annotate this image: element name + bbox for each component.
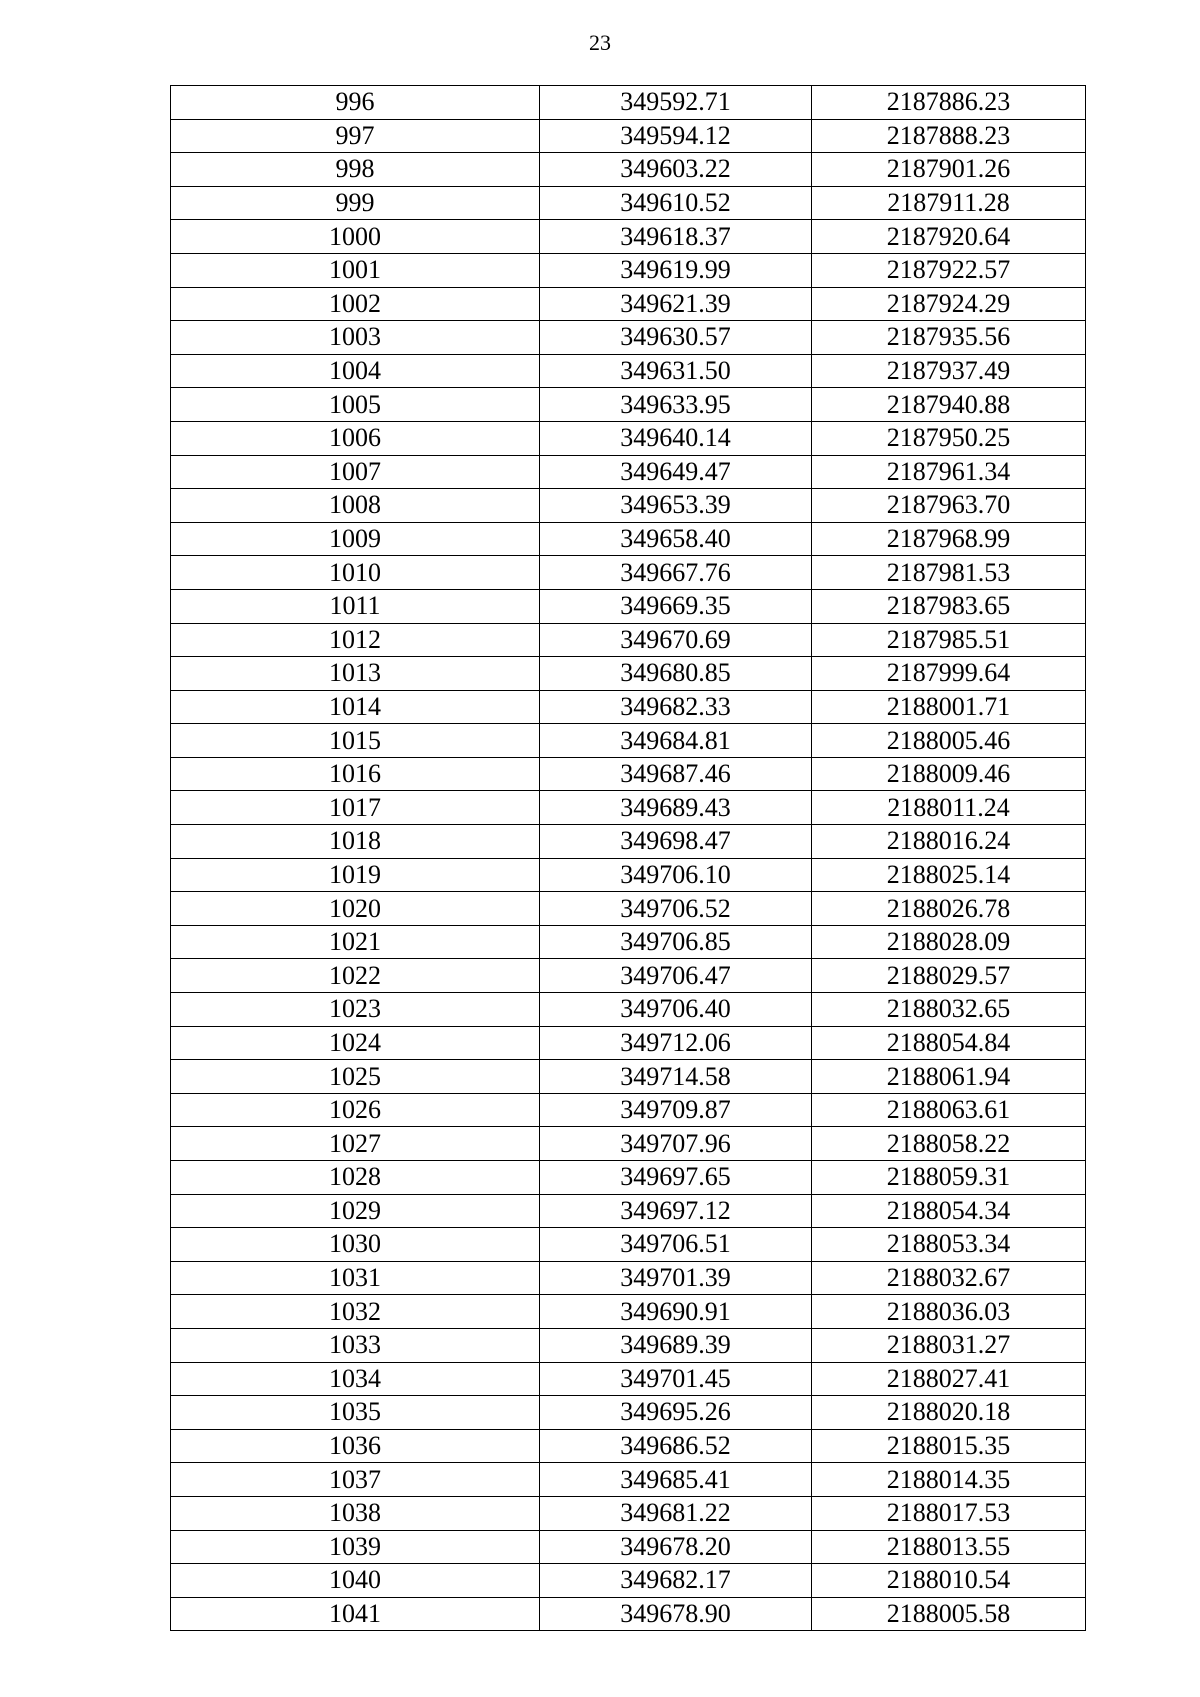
y-coordinate-cell: 2187961.34 xyxy=(812,455,1086,489)
table-row xyxy=(171,623,1086,657)
table-row xyxy=(171,1261,1086,1295)
x-coordinate-cell: 349706.85 xyxy=(540,925,812,959)
y-coordinate-cell: 2187940.88 xyxy=(812,388,1086,422)
x-coordinate-cell: 349684.81 xyxy=(540,724,812,758)
point-number-cell: 1020 xyxy=(171,892,540,926)
y-coordinate-cell: 2188027.41 xyxy=(812,1362,1086,1396)
table-row xyxy=(171,1530,1086,1564)
x-coordinate-cell: 349592.71 xyxy=(540,86,812,120)
y-coordinate-cell: 2187911.28 xyxy=(812,186,1086,220)
point-number-cell: 1036 xyxy=(171,1429,540,1463)
x-coordinate-cell: 349649.47 xyxy=(540,455,812,489)
x-coordinate-cell: 349594.12 xyxy=(540,119,812,153)
point-number-cell: 1009 xyxy=(171,522,540,556)
y-coordinate-cell: 2187983.65 xyxy=(812,589,1086,623)
point-number-cell: 1038 xyxy=(171,1496,540,1530)
y-coordinate-cell: 2188005.46 xyxy=(812,724,1086,758)
table-row xyxy=(171,556,1086,590)
table-row xyxy=(171,1463,1086,1497)
x-coordinate-cell: 349687.46 xyxy=(540,757,812,791)
y-coordinate-cell: 2187920.64 xyxy=(812,220,1086,254)
table-row xyxy=(171,86,1086,120)
table-row xyxy=(171,489,1086,523)
point-number-cell: 1030 xyxy=(171,1228,540,1262)
page-number: 23 xyxy=(589,30,611,55)
point-number-cell: 1035 xyxy=(171,1396,540,1430)
y-coordinate-cell: 2188001.71 xyxy=(812,690,1086,724)
table-row xyxy=(171,455,1086,489)
x-coordinate-cell: 349682.33 xyxy=(540,690,812,724)
point-number-cell: 1024 xyxy=(171,1026,540,1060)
table-row xyxy=(171,1328,1086,1362)
table-row xyxy=(171,1496,1086,1530)
y-coordinate-cell: 2188036.03 xyxy=(812,1295,1086,1329)
point-number-cell: 999 xyxy=(171,186,540,220)
point-number-cell: 1001 xyxy=(171,253,540,287)
x-coordinate-cell: 349689.39 xyxy=(540,1328,812,1362)
y-coordinate-cell: 2188005.58 xyxy=(812,1597,1086,1631)
y-coordinate-cell: 2187950.25 xyxy=(812,421,1086,455)
table-row xyxy=(171,287,1086,321)
table-row xyxy=(171,892,1086,926)
point-number-cell: 1025 xyxy=(171,1060,540,1094)
point-number-cell: 1041 xyxy=(171,1597,540,1631)
point-number-cell: 1000 xyxy=(171,220,540,254)
table-row xyxy=(171,724,1086,758)
point-number-cell: 1008 xyxy=(171,489,540,523)
table-row xyxy=(171,522,1086,556)
point-number-cell: 1021 xyxy=(171,925,540,959)
table-row xyxy=(171,757,1086,791)
table-row xyxy=(171,1396,1086,1430)
x-coordinate-cell: 349706.52 xyxy=(540,892,812,926)
y-coordinate-cell: 2187935.56 xyxy=(812,321,1086,355)
y-coordinate-cell: 2188020.18 xyxy=(812,1396,1086,1430)
coordinates-table-body xyxy=(171,86,1086,1631)
point-number-cell: 1029 xyxy=(171,1194,540,1228)
point-number-cell: 1019 xyxy=(171,858,540,892)
point-number-cell: 1011 xyxy=(171,589,540,623)
point-number-cell: 1010 xyxy=(171,556,540,590)
y-coordinate-cell: 2188010.54 xyxy=(812,1564,1086,1598)
point-number-cell: 1032 xyxy=(171,1295,540,1329)
x-coordinate-cell: 349686.52 xyxy=(540,1429,812,1463)
point-number-cell: 1017 xyxy=(171,791,540,825)
point-number-cell: 1027 xyxy=(171,1127,540,1161)
x-coordinate-cell: 349681.22 xyxy=(540,1496,812,1530)
x-coordinate-cell: 349658.40 xyxy=(540,522,812,556)
x-coordinate-cell: 349680.85 xyxy=(540,657,812,691)
point-number-cell: 996 xyxy=(171,86,540,120)
y-coordinate-cell: 2188028.09 xyxy=(812,925,1086,959)
table-row xyxy=(171,1127,1086,1161)
table-row xyxy=(171,253,1086,287)
table-row xyxy=(171,220,1086,254)
table-row xyxy=(171,354,1086,388)
x-coordinate-cell: 349701.45 xyxy=(540,1362,812,1396)
y-coordinate-cell: 2188061.94 xyxy=(812,1060,1086,1094)
point-number-cell: 1039 xyxy=(171,1530,540,1564)
y-coordinate-cell: 2187922.57 xyxy=(812,253,1086,287)
point-number-cell: 1023 xyxy=(171,993,540,1027)
point-number-cell: 1031 xyxy=(171,1261,540,1295)
table-row xyxy=(171,186,1086,220)
point-number-cell: 1016 xyxy=(171,757,540,791)
table-row xyxy=(171,1429,1086,1463)
y-coordinate-cell: 2188011.24 xyxy=(812,791,1086,825)
y-coordinate-cell: 2187901.26 xyxy=(812,153,1086,187)
x-coordinate-cell: 349669.35 xyxy=(540,589,812,623)
y-coordinate-cell: 2188016.24 xyxy=(812,825,1086,859)
point-number-cell: 1026 xyxy=(171,1093,540,1127)
point-number-cell: 1015 xyxy=(171,724,540,758)
table-row xyxy=(171,321,1086,355)
x-coordinate-cell: 349712.06 xyxy=(540,1026,812,1060)
x-coordinate-cell: 349701.39 xyxy=(540,1261,812,1295)
table-row xyxy=(171,1093,1086,1127)
point-number-cell: 1005 xyxy=(171,388,540,422)
point-number-cell: 1003 xyxy=(171,321,540,355)
point-number-cell: 997 xyxy=(171,119,540,153)
x-coordinate-cell: 349706.10 xyxy=(540,858,812,892)
table-row xyxy=(171,1597,1086,1631)
table-row xyxy=(171,388,1086,422)
table-row xyxy=(171,1228,1086,1262)
y-coordinate-cell: 2188013.55 xyxy=(812,1530,1086,1564)
x-coordinate-cell: 349690.91 xyxy=(540,1295,812,1329)
x-coordinate-cell: 349618.37 xyxy=(540,220,812,254)
x-coordinate-cell: 349653.39 xyxy=(540,489,812,523)
point-number-cell: 1007 xyxy=(171,455,540,489)
y-coordinate-cell: 2188054.34 xyxy=(812,1194,1086,1228)
coordinates-table xyxy=(170,85,1086,1631)
y-coordinate-cell: 2188054.84 xyxy=(812,1026,1086,1060)
point-number-cell: 1012 xyxy=(171,623,540,657)
y-coordinate-cell: 2188031.27 xyxy=(812,1328,1086,1362)
x-coordinate-cell: 349630.57 xyxy=(540,321,812,355)
y-coordinate-cell: 2187924.29 xyxy=(812,287,1086,321)
point-number-cell: 1022 xyxy=(171,959,540,993)
y-coordinate-cell: 2188032.65 xyxy=(812,993,1086,1027)
table-row xyxy=(171,1026,1086,1060)
table-row xyxy=(171,1060,1086,1094)
x-coordinate-cell: 349695.26 xyxy=(540,1396,812,1430)
table-row xyxy=(171,1362,1086,1396)
x-coordinate-cell: 349631.50 xyxy=(540,354,812,388)
y-coordinate-cell: 2187985.51 xyxy=(812,623,1086,657)
x-coordinate-cell: 349670.69 xyxy=(540,623,812,657)
table-row xyxy=(171,119,1086,153)
x-coordinate-cell: 349697.12 xyxy=(540,1194,812,1228)
x-coordinate-cell: 349685.41 xyxy=(540,1463,812,1497)
point-number-cell: 998 xyxy=(171,153,540,187)
point-number-cell: 1034 xyxy=(171,1362,540,1396)
point-number-cell: 1004 xyxy=(171,354,540,388)
y-coordinate-cell: 2188053.34 xyxy=(812,1228,1086,1262)
table-row xyxy=(171,925,1086,959)
table-row xyxy=(171,1564,1086,1598)
table-row xyxy=(171,657,1086,691)
point-number-cell: 1033 xyxy=(171,1328,540,1362)
x-coordinate-cell: 349709.87 xyxy=(540,1093,812,1127)
point-number-cell: 1002 xyxy=(171,287,540,321)
y-coordinate-cell: 2188029.57 xyxy=(812,959,1086,993)
x-coordinate-cell: 349619.99 xyxy=(540,253,812,287)
y-coordinate-cell: 2187937.49 xyxy=(812,354,1086,388)
y-coordinate-cell: 2187888.23 xyxy=(812,119,1086,153)
point-number-cell: 1028 xyxy=(171,1161,540,1195)
y-coordinate-cell: 2187999.64 xyxy=(812,657,1086,691)
table-row xyxy=(171,1161,1086,1195)
x-coordinate-cell: 349698.47 xyxy=(540,825,812,859)
y-coordinate-cell: 2188026.78 xyxy=(812,892,1086,926)
point-number-cell: 1018 xyxy=(171,825,540,859)
y-coordinate-cell: 2188063.61 xyxy=(812,1093,1086,1127)
point-number-cell: 1006 xyxy=(171,421,540,455)
y-coordinate-cell: 2187963.70 xyxy=(812,489,1086,523)
y-coordinate-cell: 2187981.53 xyxy=(812,556,1086,590)
x-coordinate-cell: 349706.40 xyxy=(540,993,812,1027)
x-coordinate-cell: 349603.22 xyxy=(540,153,812,187)
table-row xyxy=(171,825,1086,859)
table-row xyxy=(171,690,1086,724)
x-coordinate-cell: 349678.20 xyxy=(540,1530,812,1564)
table-row xyxy=(171,589,1086,623)
x-coordinate-cell: 349706.47 xyxy=(540,959,812,993)
x-coordinate-cell: 349633.95 xyxy=(540,388,812,422)
point-number-cell: 1013 xyxy=(171,657,540,691)
table-row xyxy=(171,959,1086,993)
y-coordinate-cell: 2188058.22 xyxy=(812,1127,1086,1161)
x-coordinate-cell: 349621.39 xyxy=(540,287,812,321)
point-number-cell: 1014 xyxy=(171,690,540,724)
table-row xyxy=(171,791,1086,825)
x-coordinate-cell: 349714.58 xyxy=(540,1060,812,1094)
x-coordinate-cell: 349682.17 xyxy=(540,1564,812,1598)
x-coordinate-cell: 349640.14 xyxy=(540,421,812,455)
y-coordinate-cell: 2188032.67 xyxy=(812,1261,1086,1295)
table-row xyxy=(171,1194,1086,1228)
x-coordinate-cell: 349707.96 xyxy=(540,1127,812,1161)
y-coordinate-cell: 2188015.35 xyxy=(812,1429,1086,1463)
x-coordinate-cell: 349689.43 xyxy=(540,791,812,825)
x-coordinate-cell: 349678.90 xyxy=(540,1597,812,1631)
table-row xyxy=(171,993,1086,1027)
y-coordinate-cell: 2187968.99 xyxy=(812,522,1086,556)
point-number-cell: 1040 xyxy=(171,1564,540,1598)
x-coordinate-cell: 349706.51 xyxy=(540,1228,812,1262)
y-coordinate-cell: 2188025.14 xyxy=(812,858,1086,892)
table-row xyxy=(171,153,1086,187)
x-coordinate-cell: 349667.76 xyxy=(540,556,812,590)
x-coordinate-cell: 349697.65 xyxy=(540,1161,812,1195)
table-row xyxy=(171,421,1086,455)
table-row xyxy=(171,858,1086,892)
y-coordinate-cell: 2187886.23 xyxy=(812,86,1086,120)
y-coordinate-cell: 2188014.35 xyxy=(812,1463,1086,1497)
x-coordinate-cell: 349610.52 xyxy=(540,186,812,220)
y-coordinate-cell: 2188059.31 xyxy=(812,1161,1086,1195)
table-row xyxy=(171,1295,1086,1329)
point-number-cell: 1037 xyxy=(171,1463,540,1497)
y-coordinate-cell: 2188017.53 xyxy=(812,1496,1086,1530)
y-coordinate-cell: 2188009.46 xyxy=(812,757,1086,791)
